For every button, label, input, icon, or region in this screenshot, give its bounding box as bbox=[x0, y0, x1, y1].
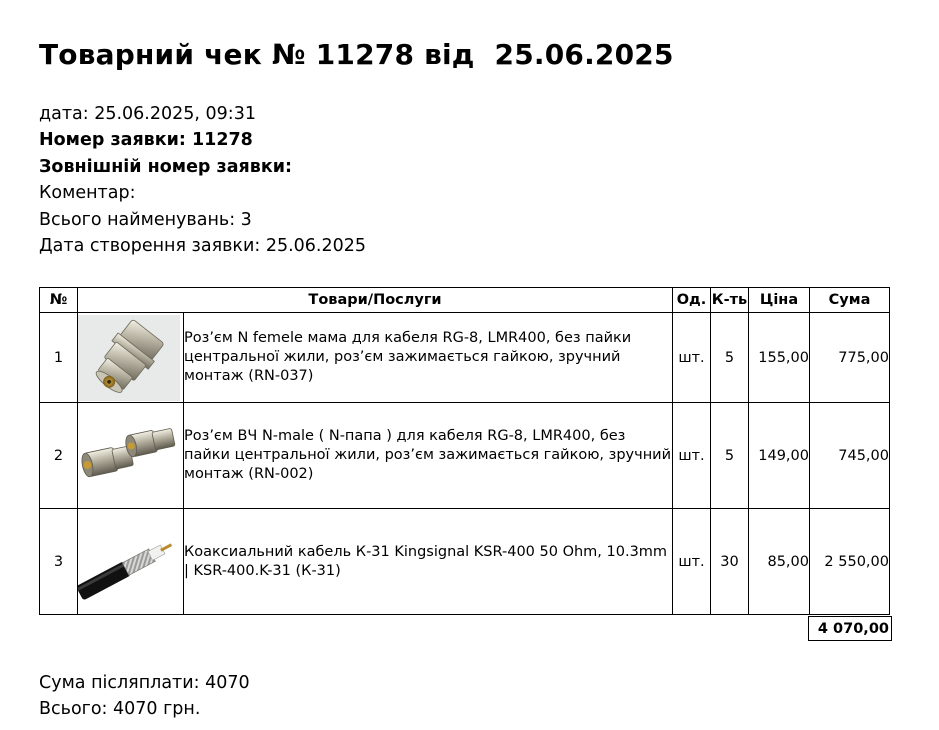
row-unit: шт. bbox=[673, 403, 711, 509]
meta-external-number: Зовнішній номер заявки: bbox=[39, 156, 292, 177]
row-price: 85,00 bbox=[749, 509, 810, 615]
row-image-cell bbox=[78, 509, 184, 615]
row-num: 1 bbox=[40, 313, 78, 403]
row-unit: шт. bbox=[673, 509, 711, 615]
coaxial-cable-icon bbox=[78, 519, 180, 605]
row-price: 155,00 bbox=[749, 313, 810, 403]
row-price: 149,00 bbox=[749, 403, 810, 509]
n-female-connector-icon bbox=[78, 315, 180, 401]
header-goods: Товари/Послуги bbox=[78, 288, 673, 313]
header-price: Ціна bbox=[749, 288, 810, 313]
row-image-cell bbox=[78, 403, 184, 509]
row-qty: 5 bbox=[711, 313, 749, 403]
table-row bbox=[40, 403, 890, 509]
meta-date: дата: 25.06.2025, 09:31 bbox=[39, 104, 256, 124]
meta-comment: Коментар: bbox=[39, 183, 136, 204]
table-header-row bbox=[40, 288, 890, 313]
header-num: № bbox=[40, 288, 78, 313]
header-qty: К-ть bbox=[711, 288, 749, 313]
row-unit: шт. bbox=[673, 313, 711, 403]
meta-items-count: Всього найменувань: 3 bbox=[39, 209, 252, 230]
total-amount: 4 070,00 bbox=[809, 617, 892, 641]
total-table bbox=[808, 616, 892, 641]
meta-order-number: Номер заявки: 11278 bbox=[39, 130, 253, 151]
row-sum: 2 550,00 bbox=[810, 509, 890, 615]
row-name: Коаксиальний кабель К-31 Kingsignal KSR-400 50 Ohm, 10.3mm | KSR-400.K-31 (К-31) bbox=[184, 509, 673, 615]
table-row bbox=[40, 509, 890, 615]
row-num: 3 bbox=[40, 509, 78, 615]
items-table bbox=[39, 287, 890, 615]
row-name: Роз’єм N femele мама для кабеля RG-8, LMR400, без пайки центральної жили, роз’єм зажимається гайкою, зручний монтаж (RN-037) bbox=[184, 313, 673, 403]
row-image-cell bbox=[78, 313, 184, 403]
receipt-title: Товарний чек № 11278 від 25.06.2025 bbox=[39, 38, 674, 71]
cod-sum: Сума післяплати: 4070 bbox=[39, 673, 250, 693]
header-unit: Од. bbox=[673, 288, 711, 313]
table-row bbox=[40, 313, 890, 403]
row-sum: 745,00 bbox=[810, 403, 890, 509]
row-num: 2 bbox=[40, 403, 78, 509]
row-qty: 5 bbox=[711, 403, 749, 509]
row-sum: 775,00 bbox=[810, 313, 890, 403]
receipt-meta bbox=[39, 101, 366, 259]
receipt-footer bbox=[39, 670, 250, 723]
header-sum: Сума bbox=[810, 288, 890, 313]
n-male-connector-icon bbox=[78, 413, 180, 499]
meta-created-date: Дата створення заявки: 25.06.2025 bbox=[39, 236, 367, 257]
row-name: Роз’єм ВЧ N-male ( N-папа ) для кабеля RG-8, LMR400, без пайки центральної жили, роз’єм зажимається гайкою, зручний монтаж (RN-002) bbox=[184, 403, 673, 509]
row-qty: 30 bbox=[711, 509, 749, 615]
grand-total: Всього: 4070 грн. bbox=[39, 699, 201, 720]
